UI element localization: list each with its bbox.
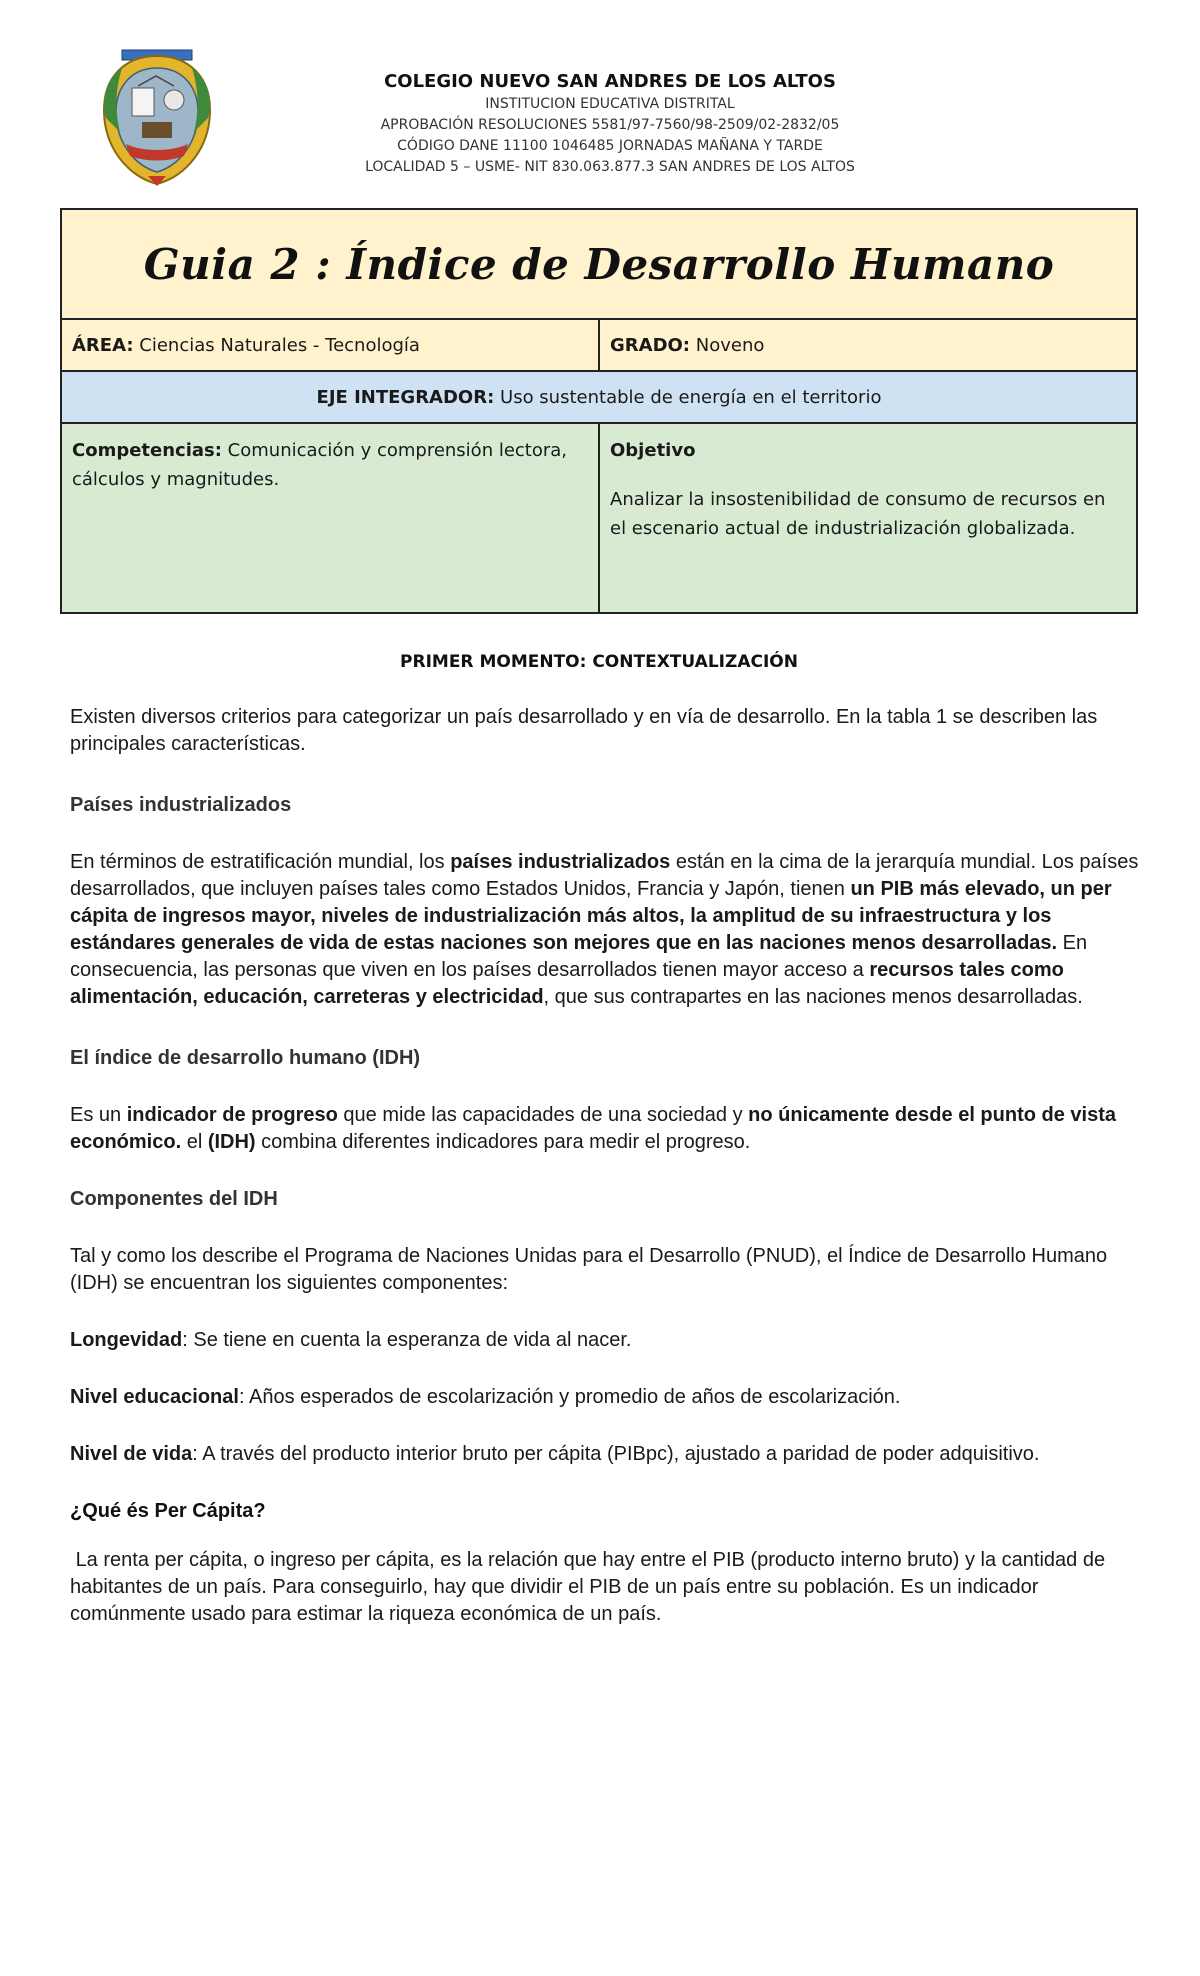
competencias-row	[61, 423, 1137, 613]
area-cell	[61, 319, 599, 371]
component-text: : A través del producto interior bruto per cápita (PIBpc), ajustado a paridad de poder adquisitivo.	[192, 1443, 1040, 1465]
grado-value: Noveno	[690, 334, 765, 356]
objetivo-cell	[599, 423, 1137, 613]
component-label: Nivel educacional	[70, 1386, 239, 1408]
title-cell	[61, 209, 1137, 319]
components-heading: Componentes del IDH	[70, 1188, 278, 1210]
header-line: CÓDIGO DANE 11100 1046485 JORNADAS MAÑANA Y TARDE	[397, 138, 823, 154]
bold-run: recursos tales como alimentación, educación, carreteras y electricidad	[70, 959, 1064, 1008]
document-body	[70, 704, 1150, 1628]
component-nivel-educacional	[70, 1384, 1150, 1411]
percapita-paragraph: La renta per cápita, o ingreso per cápita, es la relación que hay entre el PIB (producto interno bruto) y la cantidad de habitantes de un país. Para conseguirlo, hay que dividir el PIB de un país entre su población. Es un indicador comúnmente usado para estimar la riqueza económica de un país.	[70, 1549, 1111, 1625]
competencias-value: Comunicación y comprensión lectora, cálculos y magnitudes.	[72, 440, 568, 490]
area-label: ÁREA:	[72, 334, 134, 356]
component-nivel-de-vida	[70, 1441, 1150, 1468]
text-run: En términos de estratificación mundial, los	[70, 851, 451, 873]
title-row	[61, 209, 1137, 319]
bold-run: un PIB más elevado, un per cápita de ingresos mayor, niveles de industrialización más altos, la amplitud de su infraestructura y los estándares generales de vida de estas naciones son mejores que en las naciones menos desarrolladas.	[70, 878, 1112, 954]
guide-info-table	[60, 208, 1138, 614]
competencias-label: Competencias:	[72, 440, 222, 461]
objetivo-label: Objetivo	[610, 440, 696, 461]
eje-value: Uso sustentable de energía en el territorio	[494, 386, 882, 408]
header-line: APROBACIÓN RESOLUCIONES 5581/97-7560/98-2509/02-2832/05	[380, 117, 840, 133]
grado-label: GRADO:	[610, 334, 691, 356]
eje-row	[61, 371, 1137, 423]
components-intro: Tal y como los describe el Programa de Naciones Unidas para el Desarrollo (PNUD), el Índice de Desarrollo Humano (IDH) se encuentran los siguientes componentes:	[70, 1245, 1108, 1294]
industrial-heading: Países industrializados	[70, 794, 292, 816]
eje-cell	[61, 371, 1137, 423]
eje-label: EJE INTEGRADOR:	[316, 386, 495, 408]
bold-run: indicador de progreso	[126, 1104, 338, 1126]
header-line: LOCALIDAD 5 – USME- NIT 830.063.877.3 SAN ANDRES DE LOS ALTOS	[365, 159, 855, 175]
bold-run: no únicamente desde el punto de vista económico.	[70, 1104, 1116, 1153]
intro-paragraph: Existen diversos criterios para categorizar un país desarrollado y en vía de desarrollo. En la tabla 1 se describen las principales características.	[70, 706, 1098, 755]
text-run: combina diferentes indicadores para medir el progreso.	[255, 1131, 751, 1153]
industrial-paragraph	[70, 849, 1150, 1011]
area-row	[61, 319, 1137, 371]
component-longevidad	[70, 1327, 1150, 1354]
school-crest-logo	[98, 48, 216, 188]
text-run: que mide las capacidades de una sociedad y	[337, 1104, 749, 1126]
school-header	[300, 70, 920, 178]
grado-cell	[599, 319, 1137, 371]
text-run: Es un	[70, 1104, 127, 1126]
component-label: Nivel de vida	[70, 1443, 193, 1465]
text-run: En consecuencia, las personas que viven en los países desarrollados tienen mayor acceso a	[70, 932, 1088, 981]
idh-paragraph	[70, 1102, 1150, 1156]
competencias-cell	[61, 423, 599, 613]
bold-run: países industrializados	[450, 851, 671, 873]
school-name: COLEGIO NUEVO SAN ANDRES DE LOS ALTOS	[384, 71, 836, 92]
text-run: están en la cima de la jerarquía mundial. Los países desarrollados, que incluyen países tales como Estados Unidos, Francia y Japón, tienen	[70, 851, 1139, 900]
header-line: INSTITUCION EDUCATIVA DISTRITAL	[485, 96, 735, 112]
text-run: , que sus contrapartes en las naciones menos desarrolladas.	[543, 986, 1083, 1008]
component-text: : Se tiene en cuenta la esperanza de vida al nacer.	[182, 1329, 632, 1351]
text-run: el	[181, 1131, 208, 1153]
percapita-heading: ¿Qué és Per Cápita?	[70, 1500, 266, 1522]
moment-title: PRIMER MOMENTO: CONTEXTUALIZACIÓN	[400, 652, 798, 672]
idh-heading: El índice de desarrollo humano (IDH)	[70, 1047, 421, 1069]
component-label: Longevidad	[70, 1329, 183, 1351]
component-text: : Años esperados de escolarización y promedio de años de escolarización.	[238, 1386, 901, 1408]
bold-run: (IDH)	[207, 1131, 256, 1153]
area-value: Ciencias Naturales - Tecnología	[133, 334, 420, 356]
objetivo-value: Analizar la insostenibilidad de consumo de recursos en el escenario actual de industrialización globalizada.	[610, 489, 1106, 539]
guide-title: Guia 2 : Índice de Desarrollo Humano	[143, 239, 1055, 289]
